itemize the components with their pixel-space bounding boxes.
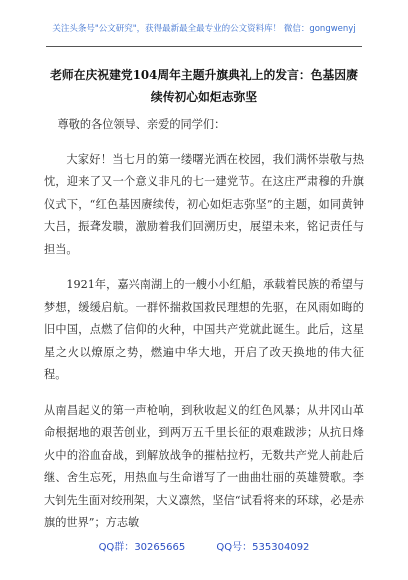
paragraph-2: 1921年，嘉兴南湖上的一艘小小红船，承载着民族的希望与梦想，缓缓启航。一群怀揣救国救民理想的先驱，在风雨如晦的旧中国，点燃了信仰的火种，中国共产党就此诞生。此后，这星星之火以燎原之势，燃遍中华大地，开启了改天换地的伟大征程。 (44, 278, 364, 381)
qq-number (216, 542, 309, 553)
paragraph-1: 大家好！当七月的第一缕曙光洒在校园，我们满怀崇敬与热忱，迎来了又一个意义非凡的七一建党节。在这庄严肃穆的升旗仪式下，“红色基因赓续传，初心如炬志弥坚”的主题，如同黄钟大吕，振聋发聩，激励着我们回溯历史，展望未来，铭记责任与担当。 (44, 152, 364, 256)
title-line-1: 老师在庆祝建党104周年主题升旗典礼上的发言：色基因赓 (50, 68, 358, 82)
header-banner: 关注头条号"公文研究"，获得最新最全最专业的公文资料库！ 微信：gongwenyj (52, 24, 356, 34)
qq-group-number: 30265665 (134, 542, 186, 553)
title-line-2: 续传初心如炬志弥坚 (150, 90, 258, 104)
paragraph-3: 从南昌起义的第一声枪响，到秋收起义的红色风暴；从井冈山革命根据地的艰苦创业，到两万五千里长征的艰难跋涉；从抗日烽火中的浴血奋战，到解放战争的摧枯拉朽，无数共产党人前赴后继、舍生忘死，用热血与生命谱写了一曲曲壮丽的英雄赞歌。李大钊先生面对绞刑架，大义凛然，坚信“试看将来的环球，必是赤旗的世界”；方志敏 (44, 403, 364, 529)
qq-group-label: QQ群： (98, 542, 135, 553)
qq-group (99, 542, 186, 553)
footer-contact (0, 538, 408, 553)
qq-number-value: 535304092 (252, 542, 310, 553)
header-divider (46, 46, 362, 47)
document-body (44, 114, 364, 548)
qq-label: QQ号： (216, 542, 253, 553)
document-title (40, 64, 368, 108)
salutation: 尊敬的各位领导、亲爱的同学们： (57, 118, 226, 131)
